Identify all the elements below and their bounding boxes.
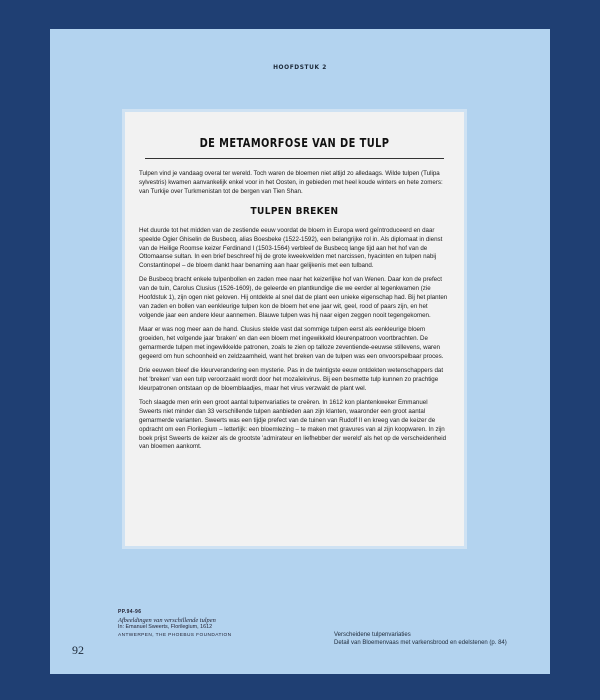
caption-right-detail: Detail van Bloemenvaas met varkensbrood en edelstenen (p. 84) [334, 640, 507, 646]
article-title: DE METAMORFOSE VAN DE TULP [199, 136, 390, 150]
title-divider [145, 158, 444, 159]
figure-caption-left [118, 609, 298, 639]
caption-title: Afbeeldingen van verschillende tulpen [118, 616, 216, 624]
caption-source: In: Emanuel Sweerts, Florilegium, 1612 [118, 624, 213, 631]
figure-caption-right [334, 631, 544, 647]
chapter-header: HOOFDSTUK 2 [273, 63, 327, 71]
caption-page-ref: PP.94-96 [118, 609, 142, 615]
caption-right-title: Verscheidene tulpenvariaties [334, 632, 411, 638]
intro-paragraph: Tulpen vind je vandaag overal ter wereld. Toch waren de bloemen niet altijd zo alledaags. Wilde tulpen (Tulipa sylvestris) kwamen aanvankelijk enkel voor in het Oosten, in gebieden met heel koude winters en hete zomers: van Turkije over Turkmenistan tot de bergen van Tien Shan. [139, 170, 443, 195]
page-number: 92 [72, 643, 84, 657]
body-paragraph: Toch slaagde men erin een groot aantal tulpenvariaties te creëren. In 1612 kon plantenkweker Emmanuel Sweerts niet minder dan 33 verschillende tulpen aanbieden aan zijn klanten, waaronder een groot aantal gemarmerde varianten. Sweerts was een tijdje prefect van de tuinen van Rudolf II en kreeg van de keizer de opdracht om een Florilegium – letterlijk: een bloemlezing – te maken met gravures van al zijn koopwaren. In zijn boek prijst Sweerts de keizer als de grootste 'admirateur en liefhebber der wereld' als het op de verscheidenheid van bloemen aankomt. [139, 398, 447, 451]
body-paragraph: Maar er was nog meer aan de hand. Clusius stelde vast dat sommige tulpen eerst als eenkleurige bloem groeiden, het volgende jaar 'braken' en dan een bloem met ingewikkeld kleurenpatroon voortbrachten. De gemarmerde tulpen met ingewikkelde patronen, zoals te zien op talloze zeventiende-eeuwse stillevens, waren gegeerd om hun schoonheid en zeldzaamheid, want het breken van de tulpen was een onvoorspelbaar proces. [139, 326, 444, 360]
body-paragraph: De Busbecq bracht enkele tulpenbollen en zaden mee naar het keizerlijke hof van Wenen. Daar kon de prefect van de tuin, Carolus Clusius (1526-1609), de geleerde en plantkundige die we eerder al tegenkwamen (zie Hoofdstuk 1), zijn ogen niet geloven. Hij ontdekte al snel dat de plant een unieke eigenschap had. Bij het planten van zaden en bollen van eenkleurige tulpen kon de bloem het ene jaar wit, geel, rood of paars zijn, en het volgende jaar een andere kleur aannemen. Blauwe tulpen was hij naar eigen zeggen nooit tegengekomen. [139, 276, 448, 320]
body-paragraph: Het duurde tot het midden van de zestiende eeuw voordat de bloem in Europa werd geïntroduceerd en daar speelde Ogier Ghiselin de Busbecq, alias Boesbeke (1522-1592), een belangrijke rol in. Als diplomaat in dienst van de Heilige Roomse keizer Ferdinand I (1503-1564) verbleef de Busbecq lange tijd aan het hof van de Ottomaanse sultan. In een brief beschreef hij de grote kweekvelden met narcissen, hyacinten en tulpen nabij Constantinopel – de bloem dankt haar benaming aan haar gelijkenis met een tulband. [139, 226, 443, 270]
body-paragraph: Drie eeuwen bleef die kleurverandering een mysterie. Pas in de twintigste eeuw ontdekten wetenschappers dat het 'breken' van een tulp veroorzaakt wordt door het mozaïekvirus. Bij een besmette tulp kunnen zo prachtige kleurpatronen ontstaan op de bloemblaadjes, maar het virus verzwakt de plant wel. [139, 366, 444, 392]
book-page [50, 29, 550, 674]
text-panel [122, 109, 467, 549]
caption-collection: ANTWERPEN, THE PHOEBUS FOUNDATION [118, 632, 232, 638]
section-heading: TULPEN BREKEN [250, 205, 339, 217]
